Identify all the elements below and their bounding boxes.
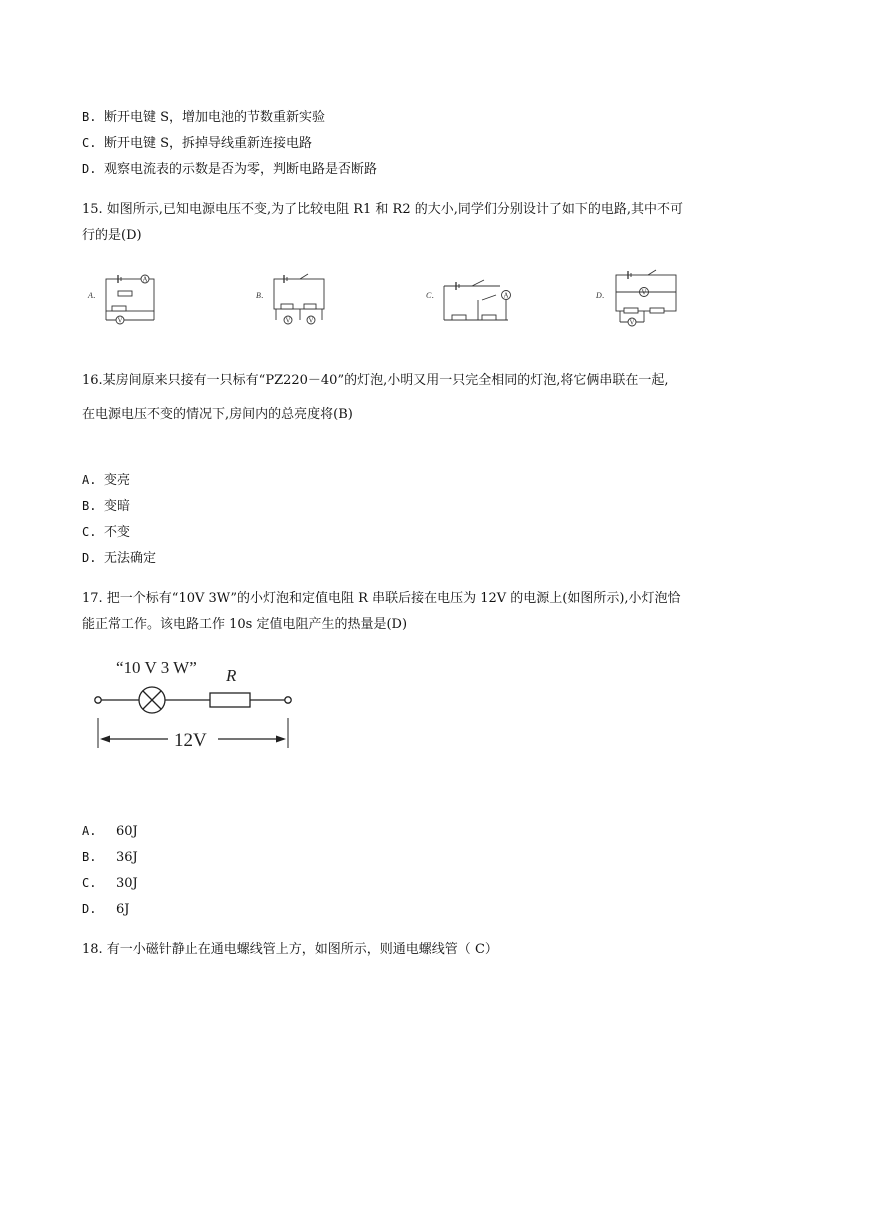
- q17-option-b: B. 36J: [82, 850, 138, 865]
- circuit-c: [426, 280, 511, 320]
- voltage-label: 12V: [174, 730, 207, 751]
- circuit-a: [87, 275, 154, 325]
- q17-option-a: A. 60J: [82, 824, 138, 839]
- q16-option-d: D. 无法确定: [82, 551, 157, 566]
- q17-circuit-figure: [86, 652, 326, 757]
- q14-option-b: B. 断开电键 S，增加电池的节数重新实验: [82, 110, 326, 125]
- q15-stem-line1: 15. 如图所示,已知电源电压不变,为了比较电阻 R1 和 R2 的大小,同学们分别设计了如下的电路,其中不可: [82, 202, 683, 217]
- q14-option-d: D. 观察电流表的示数是否为零，判断电路是否断路: [82, 162, 378, 177]
- q17-option-d: D. 6J: [82, 902, 130, 917]
- resistor-icon: [210, 693, 250, 707]
- q16-stem-line2: 在电源电压不变的情况下,房间内的总亮度将(B): [82, 407, 353, 422]
- q17-option-c: C. 30J: [82, 876, 138, 891]
- circuit-a-label: A．: [88, 291, 101, 300]
- q15-stem-line2: 行的是(D): [82, 228, 142, 243]
- q15-circuit-figures: [0, 262, 869, 342]
- svg-text:V: V: [308, 316, 314, 325]
- q18-stem-line1: 18. 有一小磁针静止在通电螺线管上方，如图所示，则通电螺线管（ C）: [82, 942, 498, 957]
- circuit-c-label: C．: [426, 291, 440, 300]
- svg-text:A: A: [503, 291, 509, 300]
- resistor-label: R: [226, 666, 237, 685]
- q16-stem-line1: 16.某房间原来只接有一只标有“PZ220－40”的灯泡,小明又用一只完全相同的灯泡,将它俩串联在一起,: [82, 373, 669, 388]
- q17-stem-line2: 能正常工作。该电路工作 10s 定值电阻产生的热量是(D): [82, 617, 408, 632]
- q16-option-b: B. 变暗: [82, 499, 131, 514]
- svg-text:V: V: [629, 318, 635, 327]
- bulb-label: “10 V 3 W”: [116, 658, 197, 677]
- circuit-b: [256, 274, 324, 325]
- q16-option-c: C. 不变: [82, 525, 131, 540]
- q17-stem-line1: 17. 把一个标有“10V 3W”的小灯泡和定值电阻 R 串联后接在电压为 12V 的电源上(如图所示),小灯泡恰: [82, 591, 681, 606]
- circuit-d-label: D．: [596, 291, 610, 300]
- svg-text:V: V: [285, 316, 291, 325]
- svg-text:V: V: [641, 288, 647, 297]
- circuit-d: [595, 270, 676, 327]
- svg-text:V: V: [117, 316, 123, 325]
- circuit-b-label: B．: [256, 291, 269, 300]
- svg-text:A: A: [142, 275, 148, 284]
- q14-option-c: C. 断开电键 S，拆掉导线重新连接电路: [82, 136, 313, 151]
- q16-option-a: A. 变亮: [82, 473, 131, 488]
